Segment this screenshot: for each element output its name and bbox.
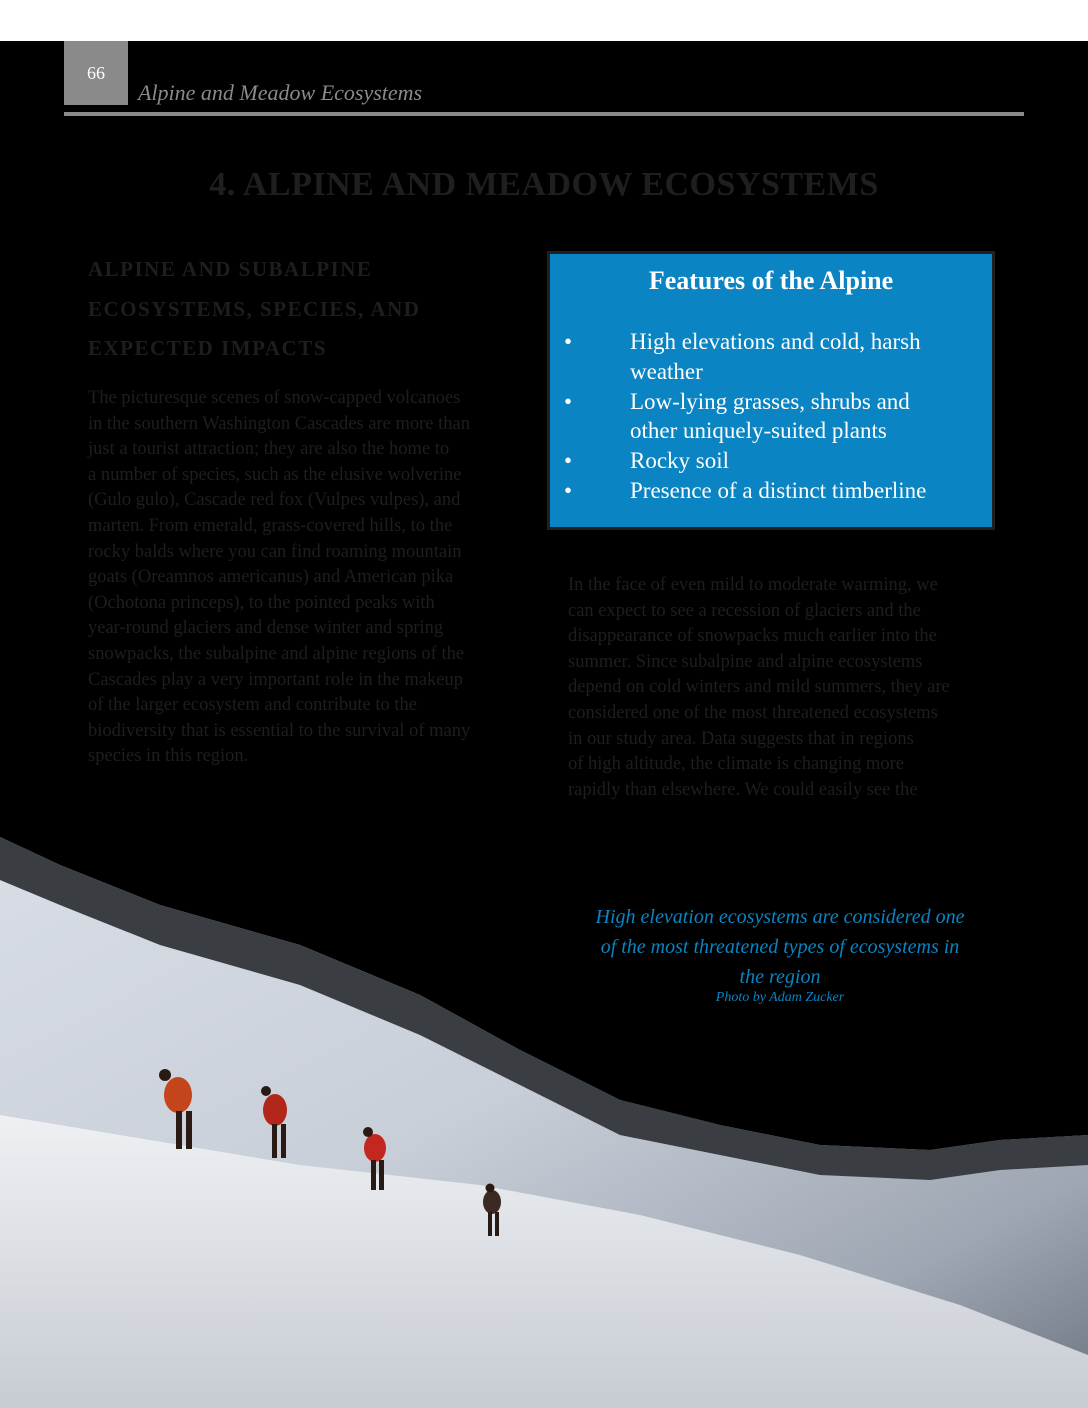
page-number: 66 xyxy=(64,41,128,105)
text-line: species in this region. xyxy=(88,746,249,767)
text-line: Cascades play a very important role in the makeup xyxy=(88,669,464,690)
text-line: year-round glaciers and dense winter and spring xyxy=(88,618,444,639)
section-heading-line: EXPECTED IMPACTS xyxy=(88,336,327,360)
features-title: Features of the Alpine xyxy=(648,266,894,295)
bullet-icon: • xyxy=(564,329,573,354)
text-line: just a tourist attraction; they are also the home to xyxy=(88,439,450,460)
features-item-text: Rocky soil xyxy=(630,448,730,474)
features-item-text: Low-lying grasses, shrubs and other uniquely-suited plants xyxy=(630,388,910,444)
section-heading-line: ALPINE AND SUBALPINE xyxy=(88,257,373,281)
chapter-title: 4. ALPINE AND MEADOW ECOSYSTEMS xyxy=(209,166,879,203)
photo-caption xyxy=(570,902,990,992)
text-line: marten. From emerald, grass-covered hills, to the xyxy=(88,515,453,536)
text-line: in the southern Washington Cascades are more than xyxy=(88,413,470,434)
features-list-item xyxy=(564,327,960,387)
text-line: disappearance of snowpacks much earlier into the xyxy=(568,626,937,647)
features-item-text: Presence of a distinct timberline xyxy=(630,477,927,503)
right-column-paragraph xyxy=(568,573,1008,803)
header-rule xyxy=(64,112,1024,116)
text-line: biodiversity that is essential to the survival of many xyxy=(88,720,471,741)
features-box xyxy=(547,251,995,530)
running-head: Alpine and Meadow Ecosystems xyxy=(138,80,423,105)
text-line: of the larger ecosystem and contribute to the xyxy=(88,695,417,716)
left-column-paragraph xyxy=(88,386,528,770)
features-list-item xyxy=(564,387,960,447)
text-line: (Ochotona princeps), to the pointed peaks with xyxy=(88,592,435,613)
text-line: snowpacks, the subalpine and alpine regions of the xyxy=(88,643,465,664)
caption-line: High elevation ecosystems are considered one xyxy=(595,906,965,928)
text-line: can expect to see a recession of glaciers and the xyxy=(568,600,921,621)
text-line: (Gulo gulo), Cascade red fox (Vulpes vulpes), and xyxy=(88,490,461,511)
text-line: a number of species, such as the elusive wolverine xyxy=(88,464,462,485)
text-line: goats (Oreamnos americanus) and American pika xyxy=(88,567,454,588)
bullet-icon: • xyxy=(564,388,573,414)
photo-credit: Photo by Adam Zucker xyxy=(715,990,845,1005)
bullet-icon: • xyxy=(564,448,573,474)
text-line: The picturesque scenes of snow-capped volcanoes xyxy=(88,388,461,408)
section-heading-line: ECOSYSTEMS, SPECIES, AND xyxy=(88,296,421,321)
text-line: of high altitude, the climate is changing more xyxy=(568,754,904,775)
features-item-text: High elevations and cold, harsh weather xyxy=(630,329,921,384)
features-list xyxy=(564,327,960,506)
text-line: In the face of even mild to moderate warming, we xyxy=(568,575,938,595)
page-top-margin xyxy=(0,0,1088,41)
features-list-item xyxy=(564,476,960,506)
text-line: in our study area. Data suggests that in regions xyxy=(568,728,914,749)
caption-line: the region xyxy=(739,966,821,988)
text-line: considered one of the most threatened ecosystems xyxy=(568,702,938,723)
bullet-icon: • xyxy=(564,477,573,503)
features-list-item xyxy=(564,446,960,476)
text-line: rapidly than elsewhere. We could easily see the xyxy=(568,779,918,800)
text-line: depend on cold winters and mild summers, they are xyxy=(568,677,950,698)
text-line: rocky balds where you can find roaming mountain xyxy=(88,541,462,562)
text-line: summer. Since subalpine and alpine ecosystems xyxy=(568,651,923,672)
caption-line: of the most threatened types of ecosystems in xyxy=(600,936,960,958)
section-heading xyxy=(88,250,518,369)
